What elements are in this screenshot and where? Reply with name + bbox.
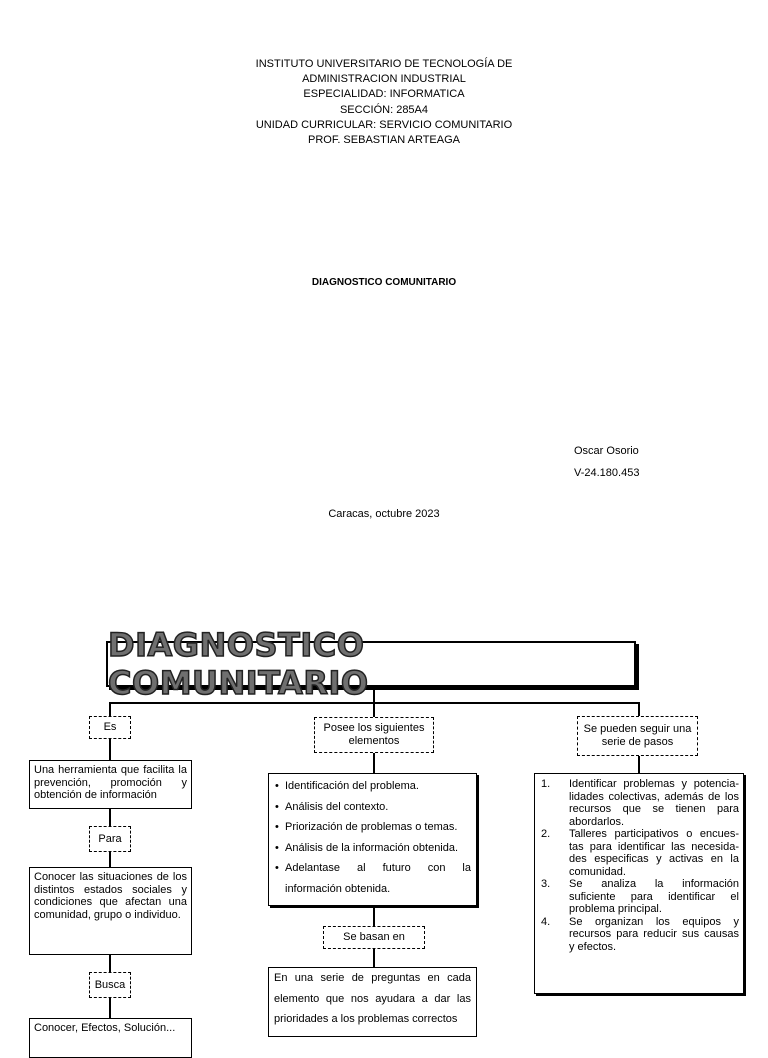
connector-line <box>373 947 375 968</box>
header-line: ADMINISTRACION INDUSTRIAL <box>302 73 466 86</box>
steps-box <box>534 773 744 994</box>
element-item: • Análisis de la información obtenida. <box>274 838 471 859</box>
connector-line <box>373 905 375 927</box>
header-line: ESPECIALIDAD: INFORMATICA <box>303 88 465 101</box>
connector-pasos: Se pueden seguir una serie de pasos <box>577 716 698 756</box>
step-number: 3. <box>541 878 551 890</box>
element-item: • Adelantase al futuro con la información obtenida. <box>274 858 471 899</box>
connector-line <box>109 954 111 973</box>
step-item <box>539 878 739 916</box>
step-text: Se organizan los equipos y recursos para reducir sus causas y efectos. <box>569 915 739 953</box>
city-date: Caracas, octubre 2023 <box>328 508 440 520</box>
concept-map-title: DIAGNOSTICO COMUNITARIO <box>106 641 636 687</box>
connector-line <box>109 807 111 827</box>
next-box: Conocer, Efectos, Solución... <box>29 1018 192 1058</box>
step-text: Talleres participativos o encues-tas para identificar las necesida-des especificas y activas en la comunidad. <box>569 828 739 878</box>
connector-busca: Busca <box>89 972 131 998</box>
step-number: 4. <box>541 915 551 928</box>
step-item <box>539 778 739 828</box>
connector-posee: Posee los siguientes elementos <box>314 717 434 753</box>
author-id: V-24.180.453 <box>574 467 640 479</box>
document-title: DIAGNOSTICO COMUNITARIO <box>311 277 457 288</box>
connector-line <box>373 689 375 703</box>
step-item <box>539 916 739 954</box>
step-item <box>539 828 739 878</box>
basis-box: En una serie de preguntas en cada elemento que nos ayudara a dar las prioridades a los problemas correctos <box>268 967 477 1037</box>
element-item: • Análisis del contexto. <box>274 797 471 818</box>
element-item: • Priorización de problemas o temas. <box>274 817 471 838</box>
step-text: Identificar problemas y potencia-lidades colectivas, además de los recursos que se tienen para abordarlos. <box>569 778 739 828</box>
author-name: Oscar Osorio <box>574 445 639 457</box>
connector-line <box>109 738 111 761</box>
institution-header <box>0 57 768 148</box>
connector-para: Para <box>89 826 131 852</box>
header-line: SECCIÓN: 285A4 <box>339 103 429 116</box>
step-number: 2. <box>541 828 551 840</box>
element-item: • Identificación del problema. <box>274 776 471 797</box>
connector-line <box>373 702 375 718</box>
header-line: INSTITUTO UNIVERSITARIO DE TECNOLOGÍA DE <box>255 58 513 70</box>
connector-es: Es <box>89 716 131 739</box>
connector-line <box>638 755 640 774</box>
header-line: UNIDAD CURRICULAR: SERVICIO COMUNITARIO <box>255 118 513 131</box>
step-text: Se analiza la información suficiente para identificar el problema principal. <box>569 878 739 915</box>
header-line: PROF. SEBASTIAN ARTEAGA <box>307 134 460 147</box>
elements-box <box>268 773 477 906</box>
definition-box: Una herramienta que facilita la prevención, promoción y obtención de información <box>29 760 192 809</box>
connector-line <box>373 752 375 774</box>
purpose-box: Conocer las situaciones de los distintos estados sociales y condiciones que afectan una comunidad, grupo o individuo. <box>29 867 192 955</box>
connector-basan: Se basan en <box>323 926 425 949</box>
step-number: 1. <box>541 778 551 790</box>
